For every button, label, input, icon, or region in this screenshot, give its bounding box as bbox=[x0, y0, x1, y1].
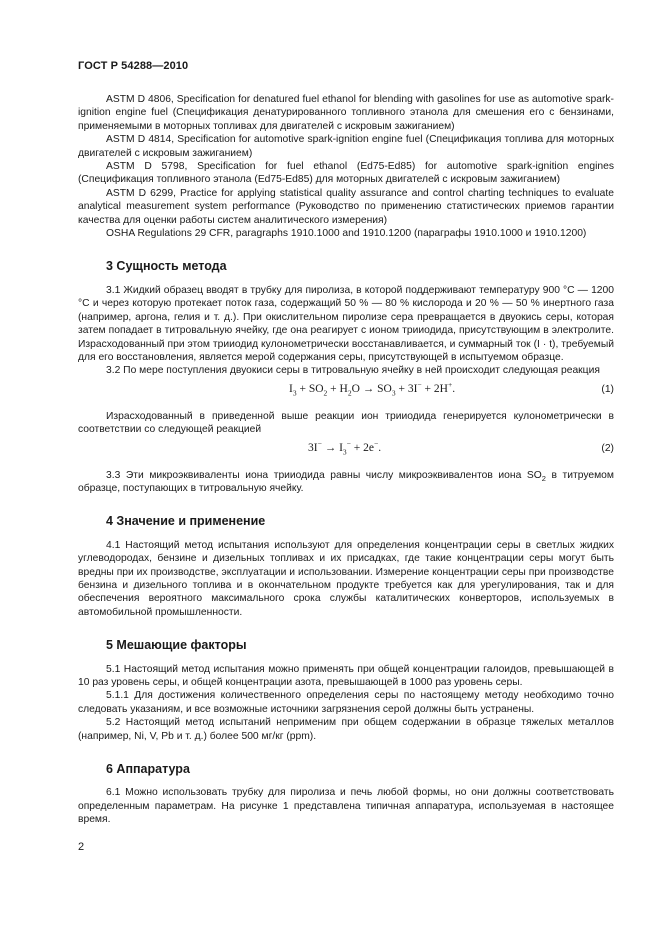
equation-1-number: (1) bbox=[601, 383, 614, 395]
reference-astm-d4806: ASTM D 4806, Specification for denatured fuel ethanol for blending with gasolines for use as automotive spark-ignition engine fuel (Спецификация денатурированного топливного этанола для смешения его с бензинами, применяемыми в моторных топливах для двигателей с искровым зажиганием) bbox=[78, 94, 614, 132]
section-5-1-1-text: 5.1.1 Для достижения количественного определения серы по настоящему методу необходимо точно следовать указаниям, и все возможные источники загрязнения серой должны быть устранены. bbox=[78, 690, 614, 715]
equation-1-formula: $I_3 + SO_2 + H_2O \to SO_3 + 3I^- + 2H^+$. bbox=[289, 379, 456, 398]
section-3-1-text: 3.1 Жидкий образец вводят в трубку для пиролиза, в которой поддерживают температуру 900 °С — 1200 °С и через которую протекает поток газа, содержащий 50 % — 80 % кислорода и 20 % — 50 % инертного газа (например, аргона, гелия и т. д.). При окислительном пиролизе сера превращается в двуокись серы, которая затем попадает в титровальную ячейку, где она реагирует с ионом трииодида, присутствующим в электролите. Израсходованный при этом трииодид кулонометрически восстанавливается, и суммарный ток (I · t), требуемый для его восстановления, является мерой содержания серы, присутствующей в испытуемом образце. bbox=[78, 284, 614, 363]
section-3-3-text-a: 3.3 Эти микроэквиваленты иона трииодида равны числу микроэквивалентов иона SO bbox=[106, 469, 542, 481]
section-5-2-text: 5.2 Настоящий метод испытаний неприменим при общем содержании в образце тяжелых металлов (например, Ni, V, Pb и т. д.) более 500 мг/кг (ppm). bbox=[78, 717, 614, 742]
section-3-2-text: 3.2 По мере поступления двуокиси серы в титровальную ячейку в ней происходит следующая реакция bbox=[106, 365, 600, 377]
section-3-2-continuation: Израсходованный в приведенной выше реакции ион трииодида генерируется кулонометрически в соответствии со следующей реакцией bbox=[78, 410, 614, 436]
section-4-1-text: 4.1 Настоящий метод испытания используют для определения концентрации серы в светлых жидких углеводородах, бензине и дизельных топливах и их присадках, где такие концентрации серы могут быть вредны при их производстве, эксплуатации и использовании. Измерение концентрации серы при производстве бензина и дизельного топлива и в окончательном продукте требуется как для урегулирования, так и для обеспечения вероятного максимального срока службы каталитических конверторов, используемых в автомобильной промышленности. bbox=[78, 539, 614, 618]
section-6-title: 6 Аппаратура bbox=[106, 762, 190, 777]
section-3-3-subscript: 2 bbox=[541, 473, 546, 483]
equation-1 bbox=[78, 378, 614, 404]
equation-2-formula: $3I^- \to I_3^- + 2e^-$. bbox=[308, 438, 382, 456]
reference-osha: OSHA Regulations 29 CFR, paragraphs 1910.1000 and 1910.1200 (параграфы 1910.1000 и 1910.1200) bbox=[106, 228, 587, 240]
section-4-title: 4 Значение и применение bbox=[106, 514, 266, 529]
document-header: ГОСТ Р 54288—2010 bbox=[78, 60, 189, 72]
section-3-3-text bbox=[78, 469, 614, 496]
section-6-1-text: 6.1 Можно использовать трубку для пиролиза и печь любой формы, но они должны соответствовать определенным параметрам. На рисунке 1 представлена типичная аппаратура, используемая в настоящее время. bbox=[78, 787, 614, 826]
page-number: 2 bbox=[78, 841, 85, 853]
reference-astm-d4814: ASTM D 4814, Specification for automotive spark-ignition engine fuel (Спецификация топлива для моторных двигателей с искровым зажиганием) bbox=[78, 134, 614, 159]
section-3-title: 3 Сущность метода bbox=[106, 259, 227, 274]
section-5-1-text: 5.1 Настоящий метод испытания можно применять при общей концентрации галоидов, превышающей в 10 раз уровень серы, и общей концентрации азота, превышающей в 1000 раз уровень серы. bbox=[78, 663, 614, 688]
section-5-title: 5 Мешающие факторы bbox=[106, 638, 247, 653]
equation-2 bbox=[78, 437, 614, 463]
reference-astm-d6299: ASTM D 6299, Practice for applying statistical quality assurance and control charting techniques to evaluate analytical measurement system performance (Руководство по применению статистических приемов гарантии качества для оценки работы систем аналитического измерения) bbox=[78, 187, 614, 226]
reference-astm-d5798: ASTM D 5798, Specification for fuel ethanol (Ed75-Ed85) for automotive spark-ignition engines (Спецификация топливного этанола (Ed75-Ed85) для моторных двигателей с искровым зажиганием) bbox=[78, 161, 614, 186]
equation-2-number: (2) bbox=[601, 442, 614, 454]
section-3-3-text-b: в титруемом образце, поступающих в титровальную ячейку. bbox=[78, 469, 614, 494]
document-body bbox=[78, 93, 614, 827]
